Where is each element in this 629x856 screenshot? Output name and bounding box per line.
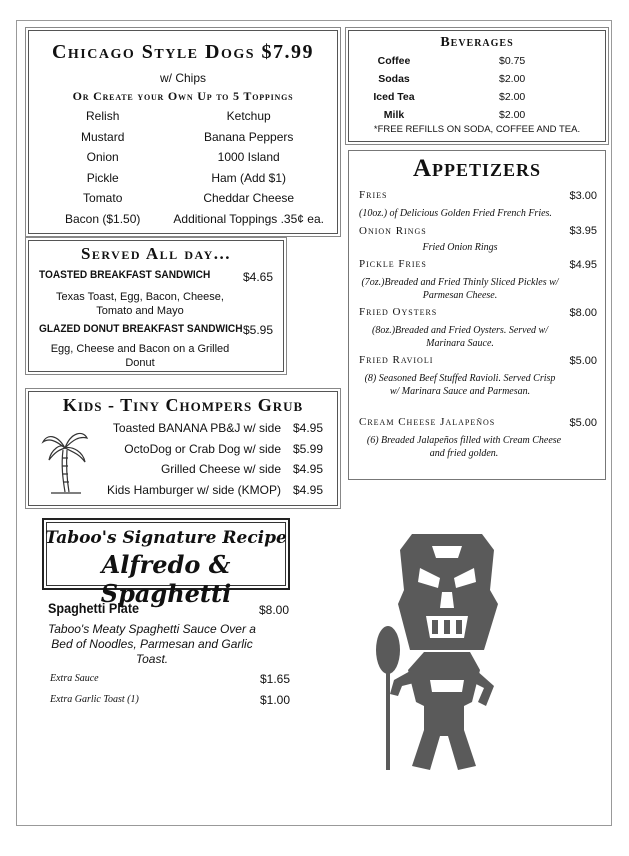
served-all-day-section — [28, 240, 284, 372]
appetizer-price: $4.95 — [569, 259, 597, 271]
appetizer-name: Fried Ravioli — [359, 354, 434, 366]
menu-item-name: Toasted BANANA PB&J w/ side — [112, 421, 281, 435]
beverage-price: $2.00 — [499, 109, 526, 121]
kids-menu-item — [107, 483, 323, 497]
topping-item: Onion — [86, 150, 119, 164]
appetizer-price: $3.00 — [569, 190, 597, 202]
free-refills-note: *FREE REFILLS ON SODA, COFFEE AND TEA. — [373, 124, 581, 135]
palm-tree-icon — [41, 422, 89, 496]
appetizer-description: (7oz.)Breaded and Fried Thinly Sliced Pickles w/ Parmesan Cheese. — [361, 277, 559, 301]
extra-item-price: $1.65 — [260, 672, 291, 686]
appetizer-price: $5.00 — [569, 355, 597, 367]
appetizer-name: Onion Rings — [359, 225, 427, 237]
create-your-own-line: Or Create your Own Up to 5 Toppings — [72, 89, 294, 103]
topping-item: 1000 Island — [217, 150, 280, 164]
menu-item-price: $4.65 — [242, 270, 273, 284]
beverage-name: Sodas — [378, 73, 410, 85]
chicago-dogs-title: Chicago Style Dogs $7.99 — [51, 41, 315, 63]
appetizer-price: $8.00 — [569, 307, 597, 319]
appetizer-name: Fries — [359, 189, 388, 201]
spaghetti-plate-name: Spaghetti Plate — [48, 600, 140, 616]
menu-item-price: $5.99 — [292, 442, 323, 456]
beverage-price: $2.00 — [499, 73, 526, 85]
topping-item: Pickle — [86, 170, 119, 185]
kids-menu-item — [124, 442, 323, 456]
appetizer-name: Cream Cheese Jalapeños — [359, 416, 496, 428]
topping-item: Mustard — [81, 129, 125, 144]
signature-recipe-heading: Taboo's Signature Recipe — [45, 528, 287, 548]
appetizers-section — [348, 150, 606, 480]
menu-item-description: Texas Toast, Egg, Bacon, Cheese, Tomato and Mayo — [56, 291, 224, 317]
spaghetti-plate-price: $8.00 — [259, 603, 290, 617]
kids-section — [28, 391, 338, 506]
beverage-name: Milk — [383, 109, 405, 121]
appetizer-name: Fried Oysters — [359, 306, 438, 318]
kids-title: Kids - Tiny Chompers Grub — [62, 395, 304, 415]
toppings-grid — [37, 109, 329, 226]
appetizer-name: Pickle Fries — [359, 258, 427, 270]
appetizer-price: $3.95 — [569, 225, 597, 237]
topping-item: Ham (Add $1) — [211, 170, 287, 185]
menu-item-price: $4.95 — [292, 462, 323, 476]
menu-item-price: $5.95 — [242, 323, 273, 337]
menu-item-name: OctoDog or Crab Dog w/ side — [124, 442, 281, 456]
topping-item: Bacon ($1.50) — [65, 211, 141, 226]
menu-item-description: Egg, Cheese and Bacon on a Grilled Donut — [50, 343, 230, 369]
appetizer-description: (8oz.)Breaded and Fried Oysters. Served w/ Marinara Sauce. — [372, 325, 548, 349]
appetizer-description: (10oz.) of Delicious Golden Fried French Fries. — [359, 208, 552, 219]
beverage-name: Coffee — [377, 55, 411, 67]
served-all-day-title: Served All day... — [80, 244, 232, 263]
appetizers-title: Appetizers — [412, 155, 542, 182]
appetizer-description: (8) Seasoned Beef Stuffed Ravioli. Served Crisp w/ Marinara Sauce and Parmesan. — [364, 373, 556, 397]
menu-item-name: Kids Hamburger w/ side (KMOP) — [106, 483, 281, 497]
topping-item: Additional Toppings .35¢ ea. — [173, 211, 324, 226]
topping-item: Relish — [86, 109, 120, 123]
chicago-dogs-section — [28, 30, 338, 234]
tiki-statue-icon — [372, 530, 510, 776]
topping-item: Ketchup — [226, 109, 271, 123]
alfredo-spaghetti-heading: Alfredo & Spaghetti — [100, 550, 232, 608]
extra-item-price: $1.00 — [260, 693, 291, 707]
beverages-section — [348, 30, 606, 142]
extra-item-name: Extra Garlic Toast (1) — [50, 694, 139, 705]
menu-item-price: $4.95 — [292, 483, 323, 497]
menu-item-name: GLAZED DONUT BREAKFAST SANDWICH — [39, 323, 243, 335]
beverage-name: Iced Tea — [373, 91, 415, 103]
menu-item-name: TOASTED BREAKFAST SANDWICH — [39, 269, 211, 281]
beverage-price: $0.75 — [499, 55, 526, 67]
appetizer-description: (6) Breaded Jalapeños filled with Cream Cheese and fried golden. — [366, 435, 562, 459]
topping-item: Cheddar Cheese — [203, 191, 295, 205]
kids-menu-item — [161, 462, 323, 476]
menu-item-price: $4.95 — [292, 421, 323, 435]
appetizer-description: Fried Onion Rings — [422, 242, 498, 253]
chicago-dogs-subtitle: w/ Chips — [159, 71, 206, 85]
beverage-price: $2.00 — [499, 91, 526, 103]
appetizer-price: $5.00 — [569, 417, 597, 429]
beverages-title: Beverages — [440, 35, 514, 50]
menu-item-name: Grilled Cheese w/ side — [160, 462, 281, 476]
extra-item-name: Extra Sauce — [50, 673, 99, 684]
topping-item: Tomato — [83, 191, 123, 205]
spaghetti-plate-description: Taboo's Meaty Spaghetti Sauce Over a Bed of Noodles, Parmesan and Garlic Toast. — [48, 622, 256, 666]
topping-item: Banana Peppers — [203, 129, 294, 144]
kids-menu-item — [113, 421, 323, 435]
